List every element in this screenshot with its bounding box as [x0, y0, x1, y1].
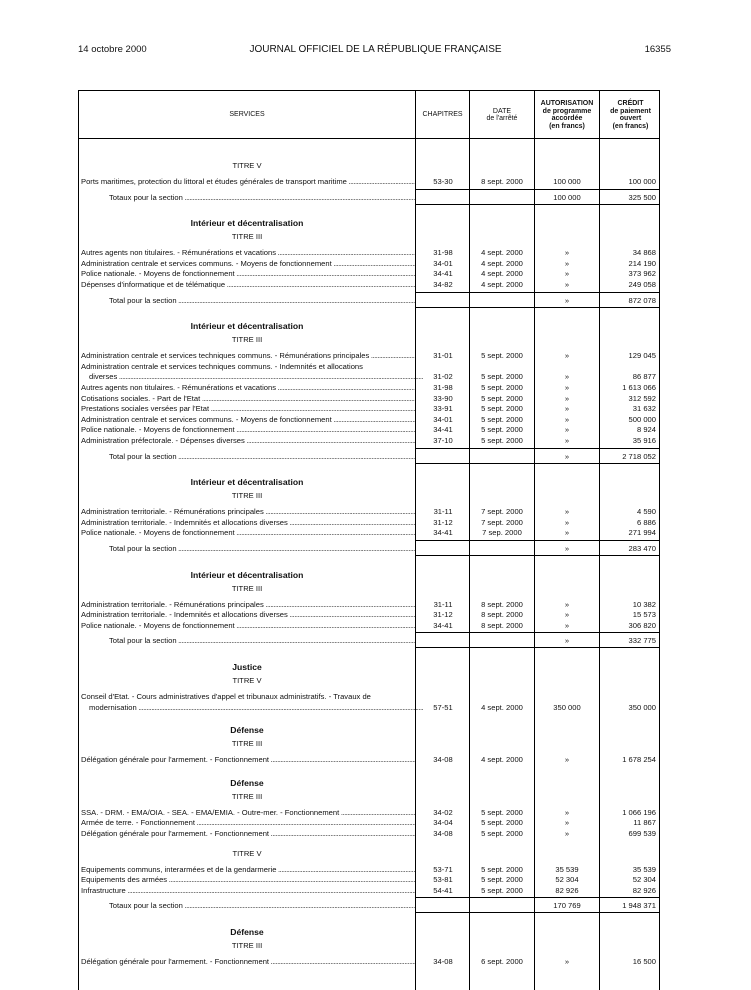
service-label: Administration territoriale. - Indemnités et allocations diverses .....: [81, 609, 415, 620]
total-rule: [415, 307, 660, 308]
authorization-amount: »: [564, 425, 570, 435]
credit-amount: 350 000: [628, 702, 656, 712]
order-date: 8 sept. 2000: [481, 610, 523, 620]
titre-heading-row: [79, 848, 660, 859]
table-row: [79, 874, 660, 885]
credit-amount: 52 304: [632, 875, 656, 885]
table-row: [79, 506, 660, 517]
authorization-amount: »: [564, 829, 570, 838]
chapter-code: 53-81: [433, 875, 453, 885]
titre-heading-row: [79, 583, 660, 594]
chapter-code: 54-41: [433, 885, 453, 895]
section-heading: Intérieur et décentralisation: [190, 477, 304, 488]
chapter-code: 31-01: [433, 351, 453, 361]
chapter-code: 34-08: [433, 829, 453, 838]
table-row: [79, 403, 660, 414]
table-row: [79, 817, 660, 828]
page-date: 14 octobre 2000: [78, 44, 147, 55]
titre-heading: TITRE V: [232, 161, 262, 170]
section-heading-row: [79, 218, 660, 229]
credit-amount: 1 948 371: [622, 901, 656, 911]
credits-table: [78, 90, 660, 990]
order-date: 4 sept. 2000: [481, 248, 523, 258]
credit-amount: 332 775: [628, 636, 656, 646]
authorization-amount: 100 000: [553, 177, 581, 186]
titre-heading-row: [79, 738, 660, 749]
service-label: Administration centrale et services techniques communs. - Indemnités et allocations: [81, 361, 363, 371]
total-rule: [415, 189, 660, 190]
authorization-amount: 35 539: [555, 864, 579, 874]
chapter-code: 34-08: [433, 755, 453, 765]
chapter-code: 34-41: [433, 269, 453, 279]
order-date: 5 sept. 2000: [481, 383, 523, 392]
total-rule: [415, 555, 660, 556]
section-heading: Défense: [230, 725, 264, 736]
titre-heading: TITRE III: [231, 739, 263, 749]
service-label: Autres agents non titulaires. - Rémunérations et vacations .....: [81, 247, 415, 258]
total-label: Total pour la section .....: [109, 543, 415, 554]
service-wrap-row: [79, 691, 660, 702]
authorization-amount: »: [564, 295, 570, 305]
service-label: Administration préfectorale. - Dépenses diverses .....: [81, 435, 415, 446]
total-row: [79, 295, 660, 306]
order-date: 5 sept. 2000: [481, 818, 523, 828]
credit-amount: 35 916: [632, 436, 656, 445]
authorization-amount: »: [564, 818, 570, 828]
order-date: 5 sept. 2000: [481, 864, 523, 874]
credit-amount: 1 678 254: [622, 755, 656, 765]
service-label: Police nationale. - Moyens de fonctionnement .....: [81, 268, 415, 279]
authorization-amount: »: [564, 599, 570, 609]
service-label: Autres agents non titulaires. - Rémunérations et vacations .....: [81, 382, 415, 393]
service-wrap-row: [79, 361, 660, 372]
table-row: [79, 393, 660, 404]
credit-amount: 35 539: [632, 864, 656, 874]
chapter-code: 33-91: [433, 404, 453, 414]
table-row: [79, 828, 660, 839]
credit-amount: 129 045: [628, 351, 656, 361]
header-autorisation: AUTORISATION de programme accordée (en francs): [540, 100, 594, 130]
titre-heading-row: [79, 334, 660, 345]
credit-amount: 8 924: [636, 425, 656, 435]
total-rule: [415, 463, 660, 464]
titre-heading: TITRE III: [231, 335, 263, 345]
order-date: 8 sept. 2000: [481, 620, 523, 630]
service-label: Délégation générale pour l'armement. - Fonctionnement .....: [81, 754, 415, 765]
section-heading: Intérieur et décentralisation: [190, 218, 304, 229]
chapter-code: 34-41: [433, 620, 453, 630]
titre-heading-row: [79, 675, 660, 686]
authorization-amount: »: [564, 957, 570, 966]
total-row: [79, 543, 660, 554]
titre-heading: TITRE III: [231, 941, 263, 950]
authorization-amount: 82 926: [555, 885, 579, 895]
service-label: Délégation générale pour l'armement. - Fonctionnement .....: [81, 828, 415, 839]
order-date: 8 sept. 2000: [481, 599, 523, 609]
order-date: 5 sept. 2000: [481, 404, 523, 414]
service-label: Délégation générale pour l'armement. - Fonctionnement .....: [81, 956, 415, 967]
table-row: [79, 350, 660, 361]
chapter-code: 34-02: [433, 807, 453, 817]
authorization-amount: 350 000: [553, 702, 581, 712]
service-label: Administration centrale et services communs. - Moyens de fonctionnement .....: [81, 414, 415, 425]
credit-amount: 500 000: [628, 414, 656, 424]
chapter-code: 34-04: [433, 818, 453, 828]
total-label: Total pour la section .....: [109, 635, 415, 646]
titre-heading-row: [79, 791, 660, 802]
titre-heading: TITRE III: [231, 791, 263, 801]
total-rule: [415, 647, 660, 648]
total-label: Total pour la section .....: [109, 295, 415, 306]
chapter-code: 57-51: [433, 702, 453, 712]
total-row: [79, 192, 660, 203]
total-rule: [415, 448, 660, 449]
credit-amount: 15 573: [632, 610, 656, 620]
order-date: 5 sept. 2000: [481, 414, 523, 424]
credit-amount: 214 190: [628, 258, 656, 268]
order-date: 7 sept. 2000: [481, 517, 523, 527]
service-label: Administration territoriale. - Rémunérations principales .....: [81, 506, 415, 517]
total-row: [79, 900, 660, 911]
service-label: Police nationale. - Moyens de fonctionnement .....: [81, 527, 415, 538]
authorization-amount: »: [564, 383, 570, 392]
order-date: 5 sept. 2000: [481, 436, 523, 445]
credit-amount: 10 382: [632, 599, 656, 609]
table-row: [79, 268, 660, 279]
section-heading-row: [79, 477, 660, 488]
section-heading: Intérieur et décentralisation: [190, 569, 304, 580]
table-row: [79, 517, 660, 528]
section-heading-row: [79, 570, 660, 581]
total-rule: [415, 204, 660, 205]
table-row: [79, 754, 660, 765]
order-date: 5 sept. 2000: [481, 875, 523, 885]
page-number: 16355: [644, 44, 671, 55]
credit-amount: 271 994: [628, 528, 656, 538]
credit-amount: 86 877: [632, 372, 656, 382]
service-label: Police nationale. - Moyens de fonctionnement .....: [81, 424, 415, 435]
titre-heading-row: [79, 940, 660, 951]
chapter-code: 34-82: [433, 280, 453, 289]
order-date: 5 sept. 2000: [481, 807, 523, 817]
total-label: Totaux pour la section .....: [109, 192, 415, 203]
credit-amount: 373 962: [628, 269, 656, 279]
chapter-code: 33-90: [433, 393, 453, 403]
titre-heading-row: [79, 160, 660, 171]
service-label: Administration centrale et services techniques communs. - Rémunérations principales .....: [81, 350, 415, 361]
authorization-amount: »: [564, 636, 570, 646]
credit-amount: 249 058: [628, 280, 656, 289]
authorization-amount: »: [564, 258, 570, 268]
authorization-amount: »: [564, 280, 570, 289]
credit-amount: 1 066 196: [622, 807, 656, 817]
section-heading-row: [79, 778, 660, 789]
order-date: 5 sept. 2000: [481, 351, 523, 361]
chapter-code: 31-98: [433, 383, 453, 392]
titre-heading: TITRE III: [231, 491, 263, 501]
credit-amount: 312 592: [628, 393, 656, 403]
authorization-amount: »: [564, 544, 570, 553]
chapter-code: 34-01: [433, 258, 453, 268]
chapter-code: 31-11: [433, 507, 453, 517]
authorization-amount: »: [564, 269, 570, 279]
order-date: 5 sept. 2000: [481, 425, 523, 435]
titre-heading: TITRE V: [232, 848, 262, 858]
total-rule: [415, 540, 660, 541]
service-label: Cotisations sociales. - Part de l'Etat .....: [81, 393, 415, 404]
authorization-amount: 170 769: [553, 901, 581, 911]
order-date: 5 sept. 2000: [481, 393, 523, 403]
authorization-amount: »: [564, 451, 570, 461]
section-heading-row: [79, 321, 660, 332]
total-rule: [415, 897, 660, 898]
table-row: [79, 609, 660, 620]
service-label: diverses .....: [89, 371, 423, 382]
titre-heading-row: [79, 490, 660, 501]
order-date: 5 sept. 2000: [481, 829, 523, 838]
service-label: Administration territoriale. - Indemnités et allocations diverses .....: [81, 517, 415, 528]
credit-amount: 1 613 066: [622, 383, 656, 392]
authorization-amount: »: [564, 807, 570, 817]
table-row: [79, 176, 660, 187]
authorization-amount: »: [564, 436, 570, 445]
header-chapitres: CHAPITRES: [422, 111, 463, 119]
service-label: Infrastructure .....: [81, 885, 415, 896]
chapter-code: 37-10: [433, 436, 453, 445]
chapter-code: 31-98: [433, 248, 453, 258]
order-date: 5 sept. 2000: [481, 885, 523, 895]
section-heading: Intérieur et décentralisation: [190, 321, 304, 332]
table-row: [79, 424, 660, 435]
header-date: DATE de l'arrêté: [486, 107, 518, 122]
order-date: 4 sept. 2000: [481, 702, 523, 712]
order-date: 4 sept. 2000: [481, 755, 523, 765]
service-label: Ports maritimes, protection du littoral et études générales de transport maritime .....: [81, 176, 415, 187]
credit-amount: 6 886: [636, 517, 656, 527]
credit-amount: 306 820: [628, 620, 656, 630]
order-date: 6 sept. 2000: [481, 957, 523, 966]
table-row: [79, 382, 660, 393]
table-row: [79, 864, 660, 875]
table-row: [79, 807, 660, 818]
authorization-amount: »: [564, 248, 570, 258]
total-rule: [415, 292, 660, 293]
credit-amount: 283 470: [628, 544, 656, 553]
authorization-amount: »: [564, 372, 570, 382]
header-credit: CRÉDIT de paiement ouvert (en francs): [610, 100, 651, 130]
table-row: [79, 435, 660, 446]
chapter-code: 31-11: [433, 599, 453, 609]
credit-amount: 11 867: [633, 818, 656, 828]
service-label: Police nationale. - Moyens de fonctionnement .....: [81, 620, 415, 631]
order-date: 4 sept. 2000: [481, 280, 523, 289]
titre-heading: TITRE V: [232, 676, 262, 685]
table-header: [79, 91, 660, 139]
journal-title: JOURNAL OFFICIEL DE LA RÉPUBLIQUE FRANÇAISE: [249, 44, 502, 55]
order-date: 4 sept. 2000: [481, 258, 523, 268]
table-row: [79, 258, 660, 269]
chapter-code: 53-71: [433, 864, 453, 874]
service-label: Armée de terre. - Fonctionnement .....: [81, 817, 415, 828]
total-rule: [415, 912, 660, 913]
table-row: [79, 371, 660, 382]
section-heading-row: [79, 725, 660, 736]
chapter-code: 34-41: [433, 528, 453, 538]
section-heading: Défense: [230, 927, 264, 937]
authorization-amount: »: [564, 404, 570, 414]
chapter-code: 31-12: [433, 610, 453, 620]
authorization-amount: 100 000: [553, 192, 581, 202]
chapter-code: 34-08: [433, 957, 453, 966]
table-row: [79, 414, 660, 425]
order-date: 4 sept. 2000: [481, 269, 523, 279]
table-row: [79, 885, 660, 896]
section-heading-row: [79, 662, 660, 673]
titre-heading: TITRE III: [231, 583, 263, 593]
chapter-code: 34-41: [433, 425, 453, 435]
titre-heading: TITRE III: [231, 232, 263, 242]
table-row: [79, 527, 660, 538]
authorization-amount: »: [564, 414, 570, 424]
chapter-code: 31-12: [433, 517, 453, 527]
total-label: Totaux pour la section .....: [109, 900, 415, 911]
table-row: [79, 279, 660, 290]
credit-amount: 2 718 052: [622, 451, 656, 461]
credit-amount: 16 500: [632, 957, 656, 966]
total-label: Total pour la section .....: [109, 451, 415, 462]
authorization-amount: »: [564, 351, 570, 361]
chapter-code: 31-02: [433, 372, 453, 382]
titre-heading-row: [79, 231, 660, 242]
service-label: Equipements communs, interarmées et de la gendarmerie .....: [81, 864, 415, 875]
table-row: [79, 620, 660, 631]
order-date: 7 sep. 2000: [482, 528, 522, 538]
order-date: 7 sept. 2000: [481, 507, 523, 517]
authorization-amount: »: [564, 610, 570, 620]
service-label: Administration centrale et services communs. - Moyens de fonctionnement .....: [81, 258, 415, 269]
order-date: 5 sept. 2000: [481, 372, 523, 382]
section-heading-row: [79, 927, 660, 938]
header-services: SERVICES: [229, 111, 265, 119]
service-label: Dépenses d'informatique et de télématique .....: [81, 279, 415, 290]
table-row: [79, 599, 660, 610]
total-rule: [415, 632, 660, 633]
authorization-amount: »: [564, 755, 570, 765]
credit-amount: 82 926: [632, 885, 656, 895]
section-heading: Défense: [230, 777, 264, 788]
total-row: [79, 451, 660, 462]
service-label: modernisation .....: [89, 702, 423, 713]
table-row: [79, 702, 660, 713]
authorization-amount: »: [564, 507, 570, 517]
table-row: [79, 247, 660, 258]
authorization-amount: »: [564, 620, 570, 630]
order-date: 8 sept. 2000: [481, 177, 523, 186]
section-heading: Justice: [232, 662, 262, 672]
service-label: Administration territoriale. - Rémunérations principales .....: [81, 599, 415, 610]
authorization-amount: »: [564, 517, 570, 527]
service-label: Prestations sociales versées par l'Etat .....: [81, 403, 415, 414]
credit-amount: 872 078: [628, 295, 656, 305]
chapter-code: 34-01: [433, 414, 453, 424]
credit-amount: 100 000: [628, 177, 656, 186]
chapter-code: 53-30: [433, 177, 453, 186]
service-label: Conseil d'Etat. - Cours administratives d'appel et tribunaux administratifs. - Travaux de: [81, 692, 371, 701]
authorization-amount: 52 304: [555, 875, 579, 885]
authorization-amount: »: [564, 393, 570, 403]
credit-amount: 34 868: [632, 248, 656, 258]
credit-amount: 31 632: [632, 404, 656, 414]
credit-amount: 699 539: [628, 829, 656, 838]
credit-amount: 4 590: [636, 507, 656, 517]
total-row: [79, 635, 660, 646]
table-row: [79, 956, 660, 967]
authorization-amount: »: [564, 528, 570, 538]
service-label: Equipements des armées .....: [81, 874, 415, 885]
service-label: SSA. - DRM. - EMA/OIA. - SEA. - EMA/EMIA. - Outre-mer. - Fonctionnement .....: [81, 807, 415, 818]
credit-amount: 325 500: [628, 192, 656, 202]
